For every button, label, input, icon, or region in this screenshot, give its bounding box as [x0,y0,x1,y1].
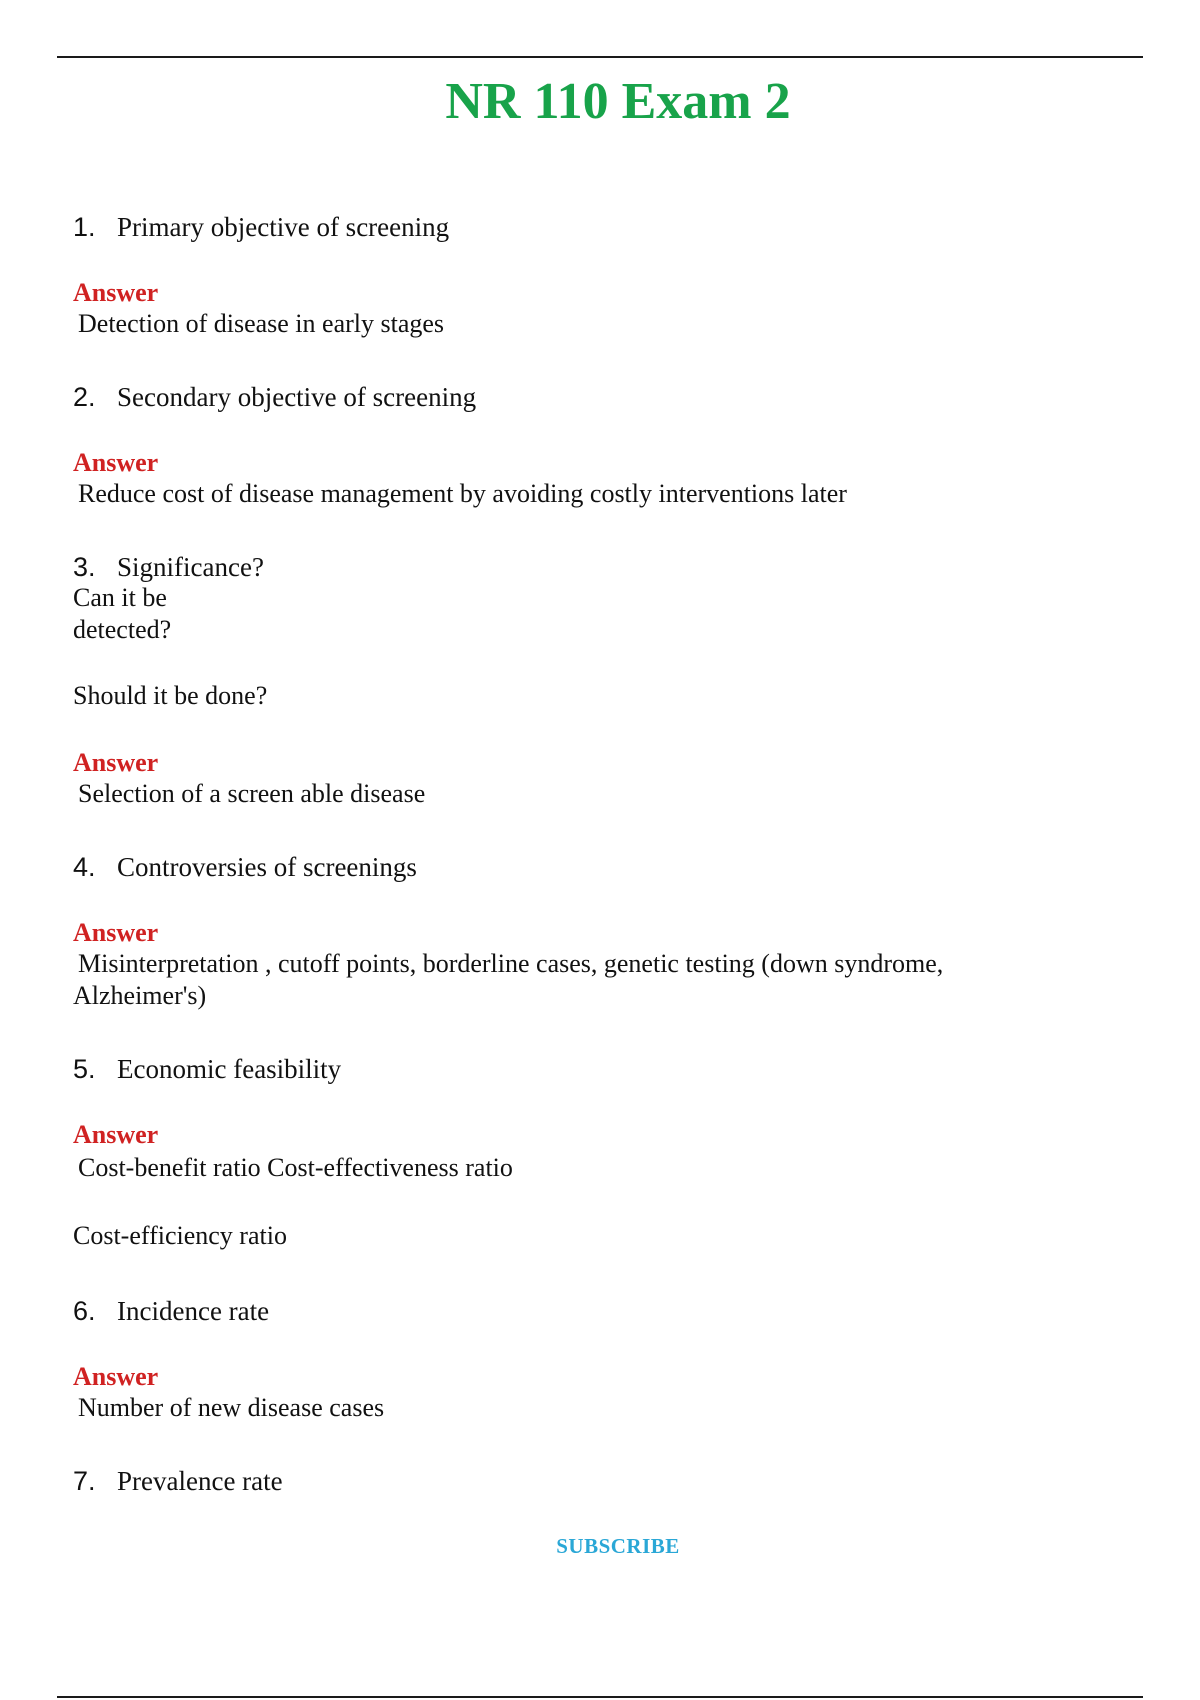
question-number: 3. [73,552,96,582]
answer-text-line-1: Misinterpretation , cutoff points, borderline cases, genetic testing (down syndrome, [78,949,944,978]
subscribe-link[interactable]: SUBSCRIBE [556,1534,680,1558]
question-extra-line: detected? [73,615,172,644]
question-text: Prevalence rate [117,1466,283,1496]
answer-text: Selection of a screen able disease [78,779,426,808]
question-number: 6. [73,1296,96,1326]
question-extra-line: Should it be done? [73,681,268,710]
answer-extra-line: Cost-efficiency ratio [73,1221,287,1250]
question-number: 1. [73,212,96,242]
question-extra-line: Can it be [73,583,167,612]
answer-text-line-2: Alzheimer's) [73,981,207,1010]
question-text: Significance? [117,552,264,582]
answer-label: Answer [73,278,159,307]
question-number: 4. [73,852,96,882]
question-4 [73,852,417,882]
question-5 [73,1054,341,1084]
question-text: Primary objective of screening [117,212,450,242]
answer-label: Answer [73,918,159,947]
question-text: Controversies of screenings [117,852,417,882]
answer-text: Reduce cost of disease management by avoiding costly interventions later [78,479,847,508]
question-6 [73,1296,269,1326]
page-title: NR 110 Exam 2 [445,73,791,130]
question-text: Economic feasibility [117,1054,342,1084]
answer-label: Answer [73,748,159,777]
question-number: 7. [73,1466,96,1496]
question-number: 2. [73,382,96,412]
question-7 [73,1466,283,1496]
answer-label: Answer [73,448,159,477]
answer-text: Detection of disease in early stages [78,309,445,338]
top-rule [57,56,1143,58]
answer-label: Answer [73,1120,159,1149]
answer-text: Number of new disease cases [78,1393,385,1422]
answer-text: Cost-benefit ratio Cost-effectiveness ratio [78,1153,513,1182]
question-3 [73,552,264,582]
question-number: 5. [73,1054,96,1084]
question-1 [73,212,449,242]
question-text: Incidence rate [117,1296,270,1326]
question-text: Secondary objective of screening [117,382,477,412]
question-2 [73,382,476,412]
answer-label: Answer [73,1362,159,1391]
bottom-rule [57,1696,1143,1698]
